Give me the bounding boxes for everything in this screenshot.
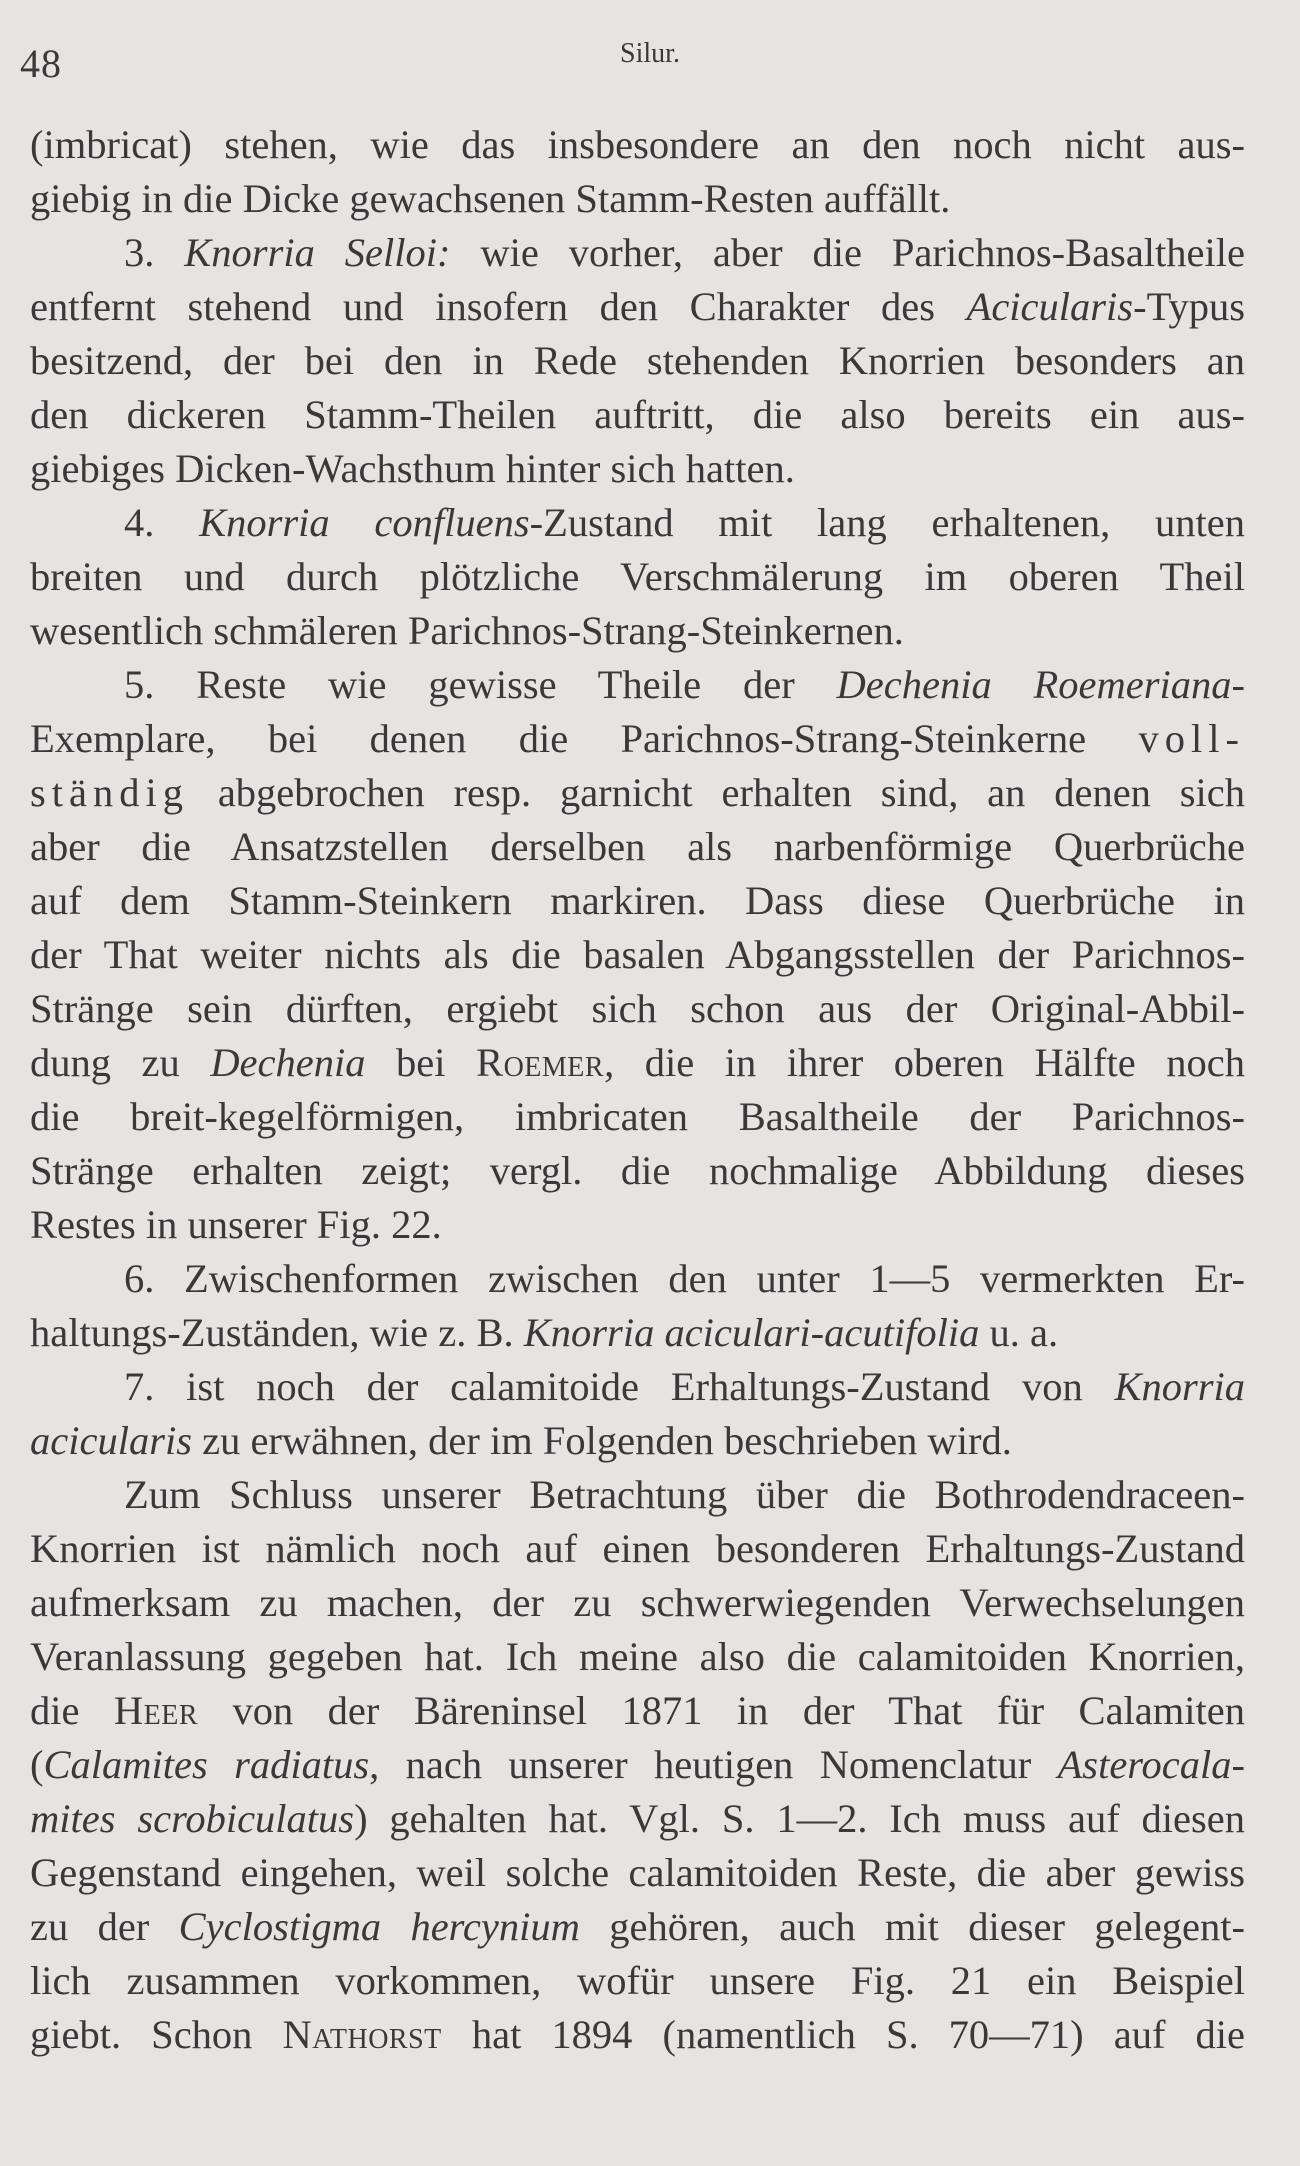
author-name: Heer [113,1688,199,1733]
taxon-name: Dechenia Roemeriana [836,662,1232,707]
text-line: Veranlassung gegeben hat. Ich meine also die calamitoiden Knorrien, [30,1634,1245,1679]
text-line: mites scrobiculatus) gehalten hat. Vgl. S. 1—2. Ich muss auf diesen [30,1796,1245,1841]
text-line: ständig abgebrochen resp. garnicht erhalten sind, an denen sich [30,770,1245,815]
text-line: die Heer von der Bäreninsel 1871 in der That für Calamiten [30,1688,1245,1733]
text-line: (imbricat) stehen, wie das insbesondere an den noch nicht aus- [30,122,1245,167]
taxon-name: mites scrobiculatus [30,1796,355,1841]
author-name: Roemer [476,1040,605,1085]
item-4-line: 4. Knorria confluens-Zustand mit lang erhaltenen, unten [124,500,1245,545]
author-name: Nathorst [282,2012,442,2057]
taxon-name: Knorria [1114,1364,1245,1409]
text-line: der That weiter nichts als die basalen Abgangsstellen der Parichnos- [30,932,1245,977]
text-line: giebt. Schon Nathorst hat 1894 (namentlich S. 70—71) auf die [30,2012,1245,2057]
text-line: Gegenstand eingehen, weil solche calamitoiden Reste, die aber gewiss [30,1850,1245,1895]
spaced-emphasis: ständig [30,770,189,815]
text-line: (Calamites radiatus, nach unserer heutigen Nomenclatur Asterocala- [30,1742,1245,1787]
text-line: Stränge sein dürften, ergiebt sich schon aus der Original-Abbil- [30,986,1245,1031]
text-line: lich zusammen vorkommen, wofür unsere Fig. 21 ein Beispiel [30,1958,1245,2003]
text-line: die breit-kegelförmigen, imbricaten Basaltheile der Parichnos- [30,1094,1245,1139]
text-line: Restes in unserer Fig. 22. [30,1202,442,1247]
spaced-emphasis: voll- [1138,716,1245,761]
item-6-line: 6. Zwischenformen zwischen den unter 1—5 vermerkten Er- [124,1256,1245,1301]
item-5-line: 5. Reste wie gewisse Theile der Dechenia Roemeriana- [124,662,1245,707]
page-body [30,118,1245,2062]
text-line: Exemplare, bei denen die Parichnos-Strang-Steinkerne voll- [30,716,1245,761]
taxon-name: Calamites radiatus [43,1742,370,1787]
text-line: haltungs-Zuständen, wie z. B. Knorria aciculari-acutifolia u. a. [30,1310,1059,1355]
text-line: Knorrien ist nämlich noch auf einen besonderen Erhaltungs-Zustand [30,1526,1245,1571]
taxon-name: acicularis [30,1418,192,1463]
page-number: 48 [20,41,62,86]
text-line: breiten und durch plötzliche Verschmälerung im oberen Theil [30,554,1245,599]
text-line: wesentlich schmäleren Parichnos-Strang-Steinkernen. [30,608,904,653]
taxon-name: Knorria Selloi: [184,230,451,275]
item-7-line: 7. ist noch der calamitoide Erhaltungs-Zustand von Knorria [124,1364,1245,1409]
text-line: giebiges Dicken-Wachsthum hinter sich hatten. [30,446,795,491]
text-line: giebig in die Dicke gewachsenen Stamm-Resten auffällt. [30,176,951,221]
taxon-name: Asterocala- [1057,1742,1245,1787]
text-line: den dickeren Stamm-Theilen auftritt, die also bereits ein aus- [30,392,1245,437]
paragraph-start-line: Zum Schluss unserer Betrachtung über die Bothrodendraceen- [124,1472,1245,1517]
item-3-line: 3. Knorria Selloi: wie vorher, aber die Parichnos-Basaltheile [124,230,1245,275]
text-line: entfernt stehend und insofern den Charakter des Acicularis-Typus [30,284,1245,329]
taxon-name: Dechenia [210,1040,366,1085]
text-line: Stränge erhalten zeigt; vergl. die nochmalige Abbildung dieses [30,1148,1245,1193]
text-line: auf dem Stamm-Steinkern markiren. Dass diese Querbrüche in [30,878,1245,923]
taxon-name: Acicularis [966,284,1134,329]
text-line: acicularis zu erwähnen, der im Folgenden beschrieben wird. [30,1418,1012,1463]
taxon-name: Knorria confluens [199,500,530,545]
text-line: aufmerksam zu machen, der zu schwerwiegenden Verwechselungen [30,1580,1245,1625]
text-line: aber die Ansatzstellen derselben als narbenförmige Querbrüche [30,824,1245,869]
text-line: dung zu Dechenia bei Roemer, die in ihrer oberen Hälfte noch [30,1040,1245,1085]
text-line: besitzend, der bei den in Rede stehenden Knorrien besonders an [30,338,1245,383]
taxon-name: Knorria aciculari-acutifolia [523,1310,980,1355]
text-line: zu der Cyclostigma hercynium gehören, auch mit dieser gelegent- [30,1904,1245,1949]
running-title: Silur. [620,38,680,69]
taxon-name: Cyclostigma hercynium [178,1904,580,1949]
